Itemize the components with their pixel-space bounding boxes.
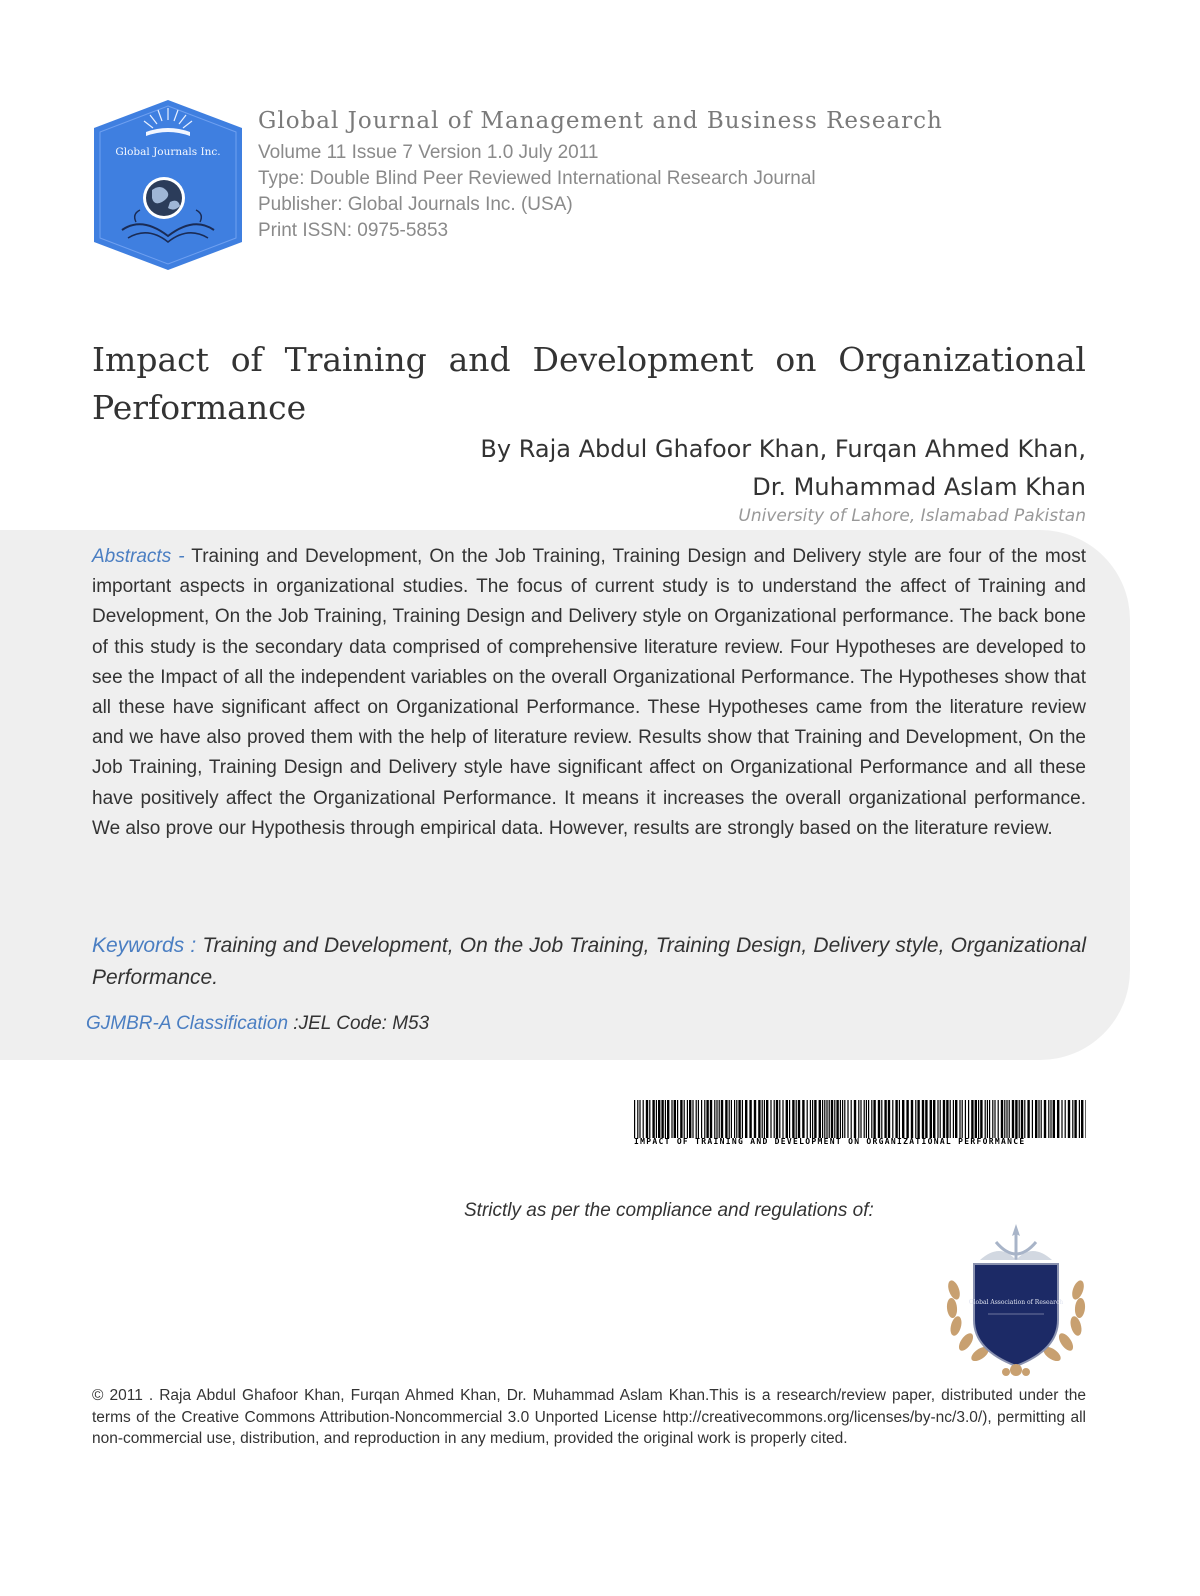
paper-title-line2: Performance [92, 388, 307, 427]
logo-text: Global Journals Inc. [115, 146, 221, 158]
title-word: Impact [92, 340, 209, 379]
publisher-line: Publisher: Global Journals Inc. (USA) [258, 194, 573, 215]
classification-value: :JEL Code: M53 [288, 1013, 430, 1034]
keywords [92, 930, 1086, 994]
keywords-label: Keywords : [92, 934, 197, 957]
paper-title-line1 [92, 336, 1086, 384]
classification [86, 1013, 429, 1035]
type-line: Type: Double Blind Peer Reviewed International Research Journal [258, 168, 816, 189]
abstract-body: Training and Development, On the Job Training, Training Design and Delivery style are four of the most important aspects in organizational studies. The focus of current study is to understand the affect of Training and Development, On the Job Training, Training Design and Delivery style on Organizational performance. The back bone of this study is the secondary data comprised of comprehensive literature review. Four Hypotheses are developed to see the Impact of all the independent variables on the overall Organizational Performance. The Hypotheses show that all these have significant affect on Organizational Performance. These Hypotheses came from the literature review and we have also proved them with the help of literature review. Results show that Training and Development, On the Job Training, Training Design and Delivery style have significant affect on Organizational Performance and all these have positively affect the Organizational Performance. It means it increases the overall organizational performance. We also prove our Hypothesis through empirical data. However, results are strongly based on the literature review. [92, 546, 1086, 839]
seal-text: Global Association of Research [968, 1299, 1064, 1306]
title-word: Organizational [838, 340, 1086, 379]
journal-title: Global Journal of Management and Business Research [258, 108, 943, 134]
barcode-caption: IMPACT OF TRAINING AND DEVELOPMENT ON ORGANIZATIONAL PERFORMANCE [634, 1137, 1026, 1146]
title-word: Development [532, 340, 754, 379]
keywords-body: Training and Development, On the Job Training, Training Design, Delivery style, Organizational Performance. [92, 934, 1087, 989]
affiliation: University of Lahore, Islamabad Pakistan [738, 506, 1086, 526]
compliance-text: Strictly as per the compliance and regulations of: [464, 1200, 874, 1221]
authors-line1: By Raja Abdul Ghafoor Khan, Furqan Ahmed Khan, [480, 435, 1086, 463]
authors [480, 430, 1086, 506]
copyright-notice: © 2011 . Raja Abdul Ghafoor Khan, Furqan Ahmed Khan, Dr. Muhammad Aslam Khan.This is a research/review paper, distributed under the terms of the Creative Commons Attribution-Noncommercial 3.0 Unported License http://creativecommons.org/licenses/by-nc/3.0/), permitting all non-commercial use, distribution, and reproduction in any medium, provided the original work is properly cited. [92, 1387, 1086, 1447]
authors-line2: Dr. Muhammad Aslam Khan [752, 473, 1086, 501]
paper-title [92, 336, 1086, 432]
title-word: Training [284, 340, 427, 379]
association-seal [940, 1220, 1092, 1384]
volume-line: Volume 11 Issue 7 Version 1.0 July 2011 [258, 142, 599, 163]
classification-label: GJMBR-A Classification [86, 1013, 289, 1034]
title-word: on [775, 340, 817, 379]
journal-logo [92, 98, 244, 272]
abstract [92, 542, 1086, 844]
title-word: and [448, 340, 511, 379]
abstract-label: Abstracts - [92, 546, 185, 567]
issn-line: Print ISSN: 0975-5853 [258, 220, 449, 241]
barcode [634, 1100, 1086, 1138]
journal-header [258, 108, 1138, 244]
title-word: of [230, 340, 263, 379]
